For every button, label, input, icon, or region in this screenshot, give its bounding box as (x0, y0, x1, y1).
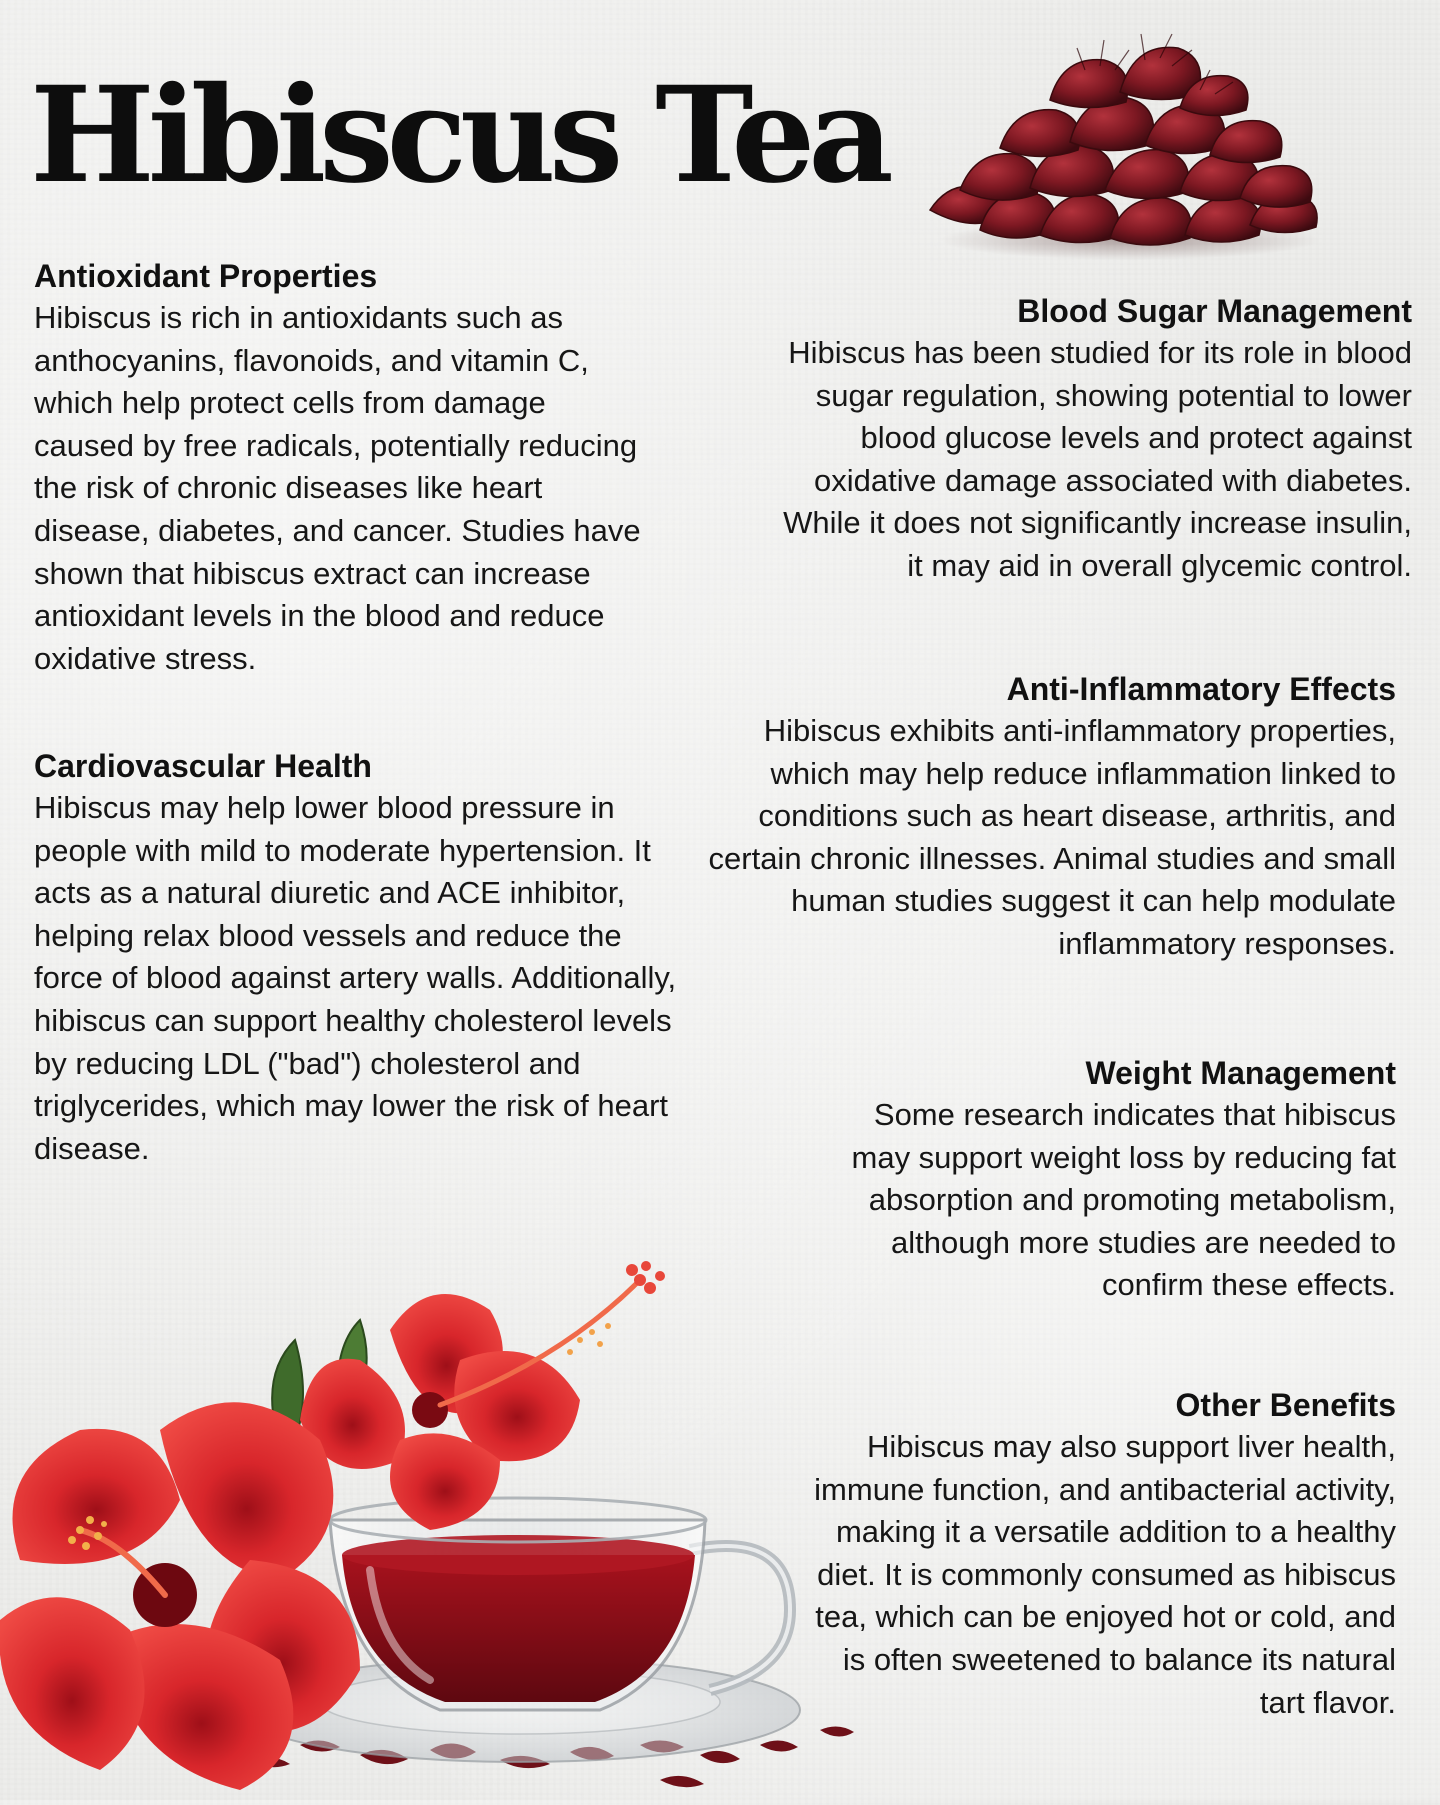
section-cardiovascular (34, 745, 684, 1170)
section-antioxidant (34, 255, 644, 680)
section-heading: Anti-Inflammatory Effects (1006, 671, 1396, 707)
page-title: Hibiscus Tea (30, 58, 887, 213)
section-blood-sugar (772, 290, 1412, 588)
section-body: Hibiscus has been studied for its role in blood sugar regulation, showing potential to lower blood glucose levels and protect against oxidative damage associated with diabetes. While it does not significantly increase insulin, it may aid in overall glycemic control. (783, 335, 1412, 583)
section-other-benefits (796, 1384, 1396, 1724)
section-body: Hibiscus is rich in antioxidants such as anthocyanins, flavonoids, and vitamin C, which help protect cells from damage caused by free radicals, potentially reducing the risk of chronic diseases like heart disease, diabetes, and cancer. Studies have shown that hibiscus extract can increase antioxidant levels in the blood and reduce oxidative stress. (34, 300, 641, 676)
section-weight-management (836, 1052, 1396, 1307)
section-body: Hibiscus exhibits anti-inflammatory properties, which may help reduce inflammation linked to conditions such as heart disease, arthritis, and certain chronic illnesses. Animal studies and small human studies suggest it can help modulate inflammatory responses. (708, 713, 1396, 961)
section-body: Hibiscus may also support liver health, immune function, and antibacterial activity, making it a versatile addition to a healthy diet. It is commonly consumed as hibiscus tea, which can be enjoyed hot or cold, and is often sweetened to balance its natural tart flavor. (814, 1429, 1396, 1720)
section-heading: Weight Management (1085, 1055, 1396, 1091)
section-anti-inflammatory (696, 668, 1396, 966)
section-heading: Cardiovascular Health (34, 748, 372, 784)
section-heading: Other Benefits (1175, 1387, 1396, 1423)
section-heading: Blood Sugar Management (1017, 293, 1412, 329)
hibiscus-tea-cup-image (0, 1240, 880, 1800)
section-heading: Antioxidant Properties (34, 258, 378, 294)
section-body: Some research indicates that hibiscus may support weight loss by reducing fat absorption and promoting metabolism, although more studies are needed to confirm these effects. (851, 1097, 1396, 1303)
section-body: Hibiscus may help lower blood pressure in people with mild to moderate hypertension. It acts as a natural diuretic and ACE inhibitor, helping relax blood vessels and reduce the force of blood against artery walls. Additionally, hibiscus can support healthy cholesterol levels by reducing LDL ("bad") cholesterol and triglycerides, which may lower the risk of heart disease. (34, 790, 677, 1166)
dried-hibiscus-image (920, 30, 1340, 260)
